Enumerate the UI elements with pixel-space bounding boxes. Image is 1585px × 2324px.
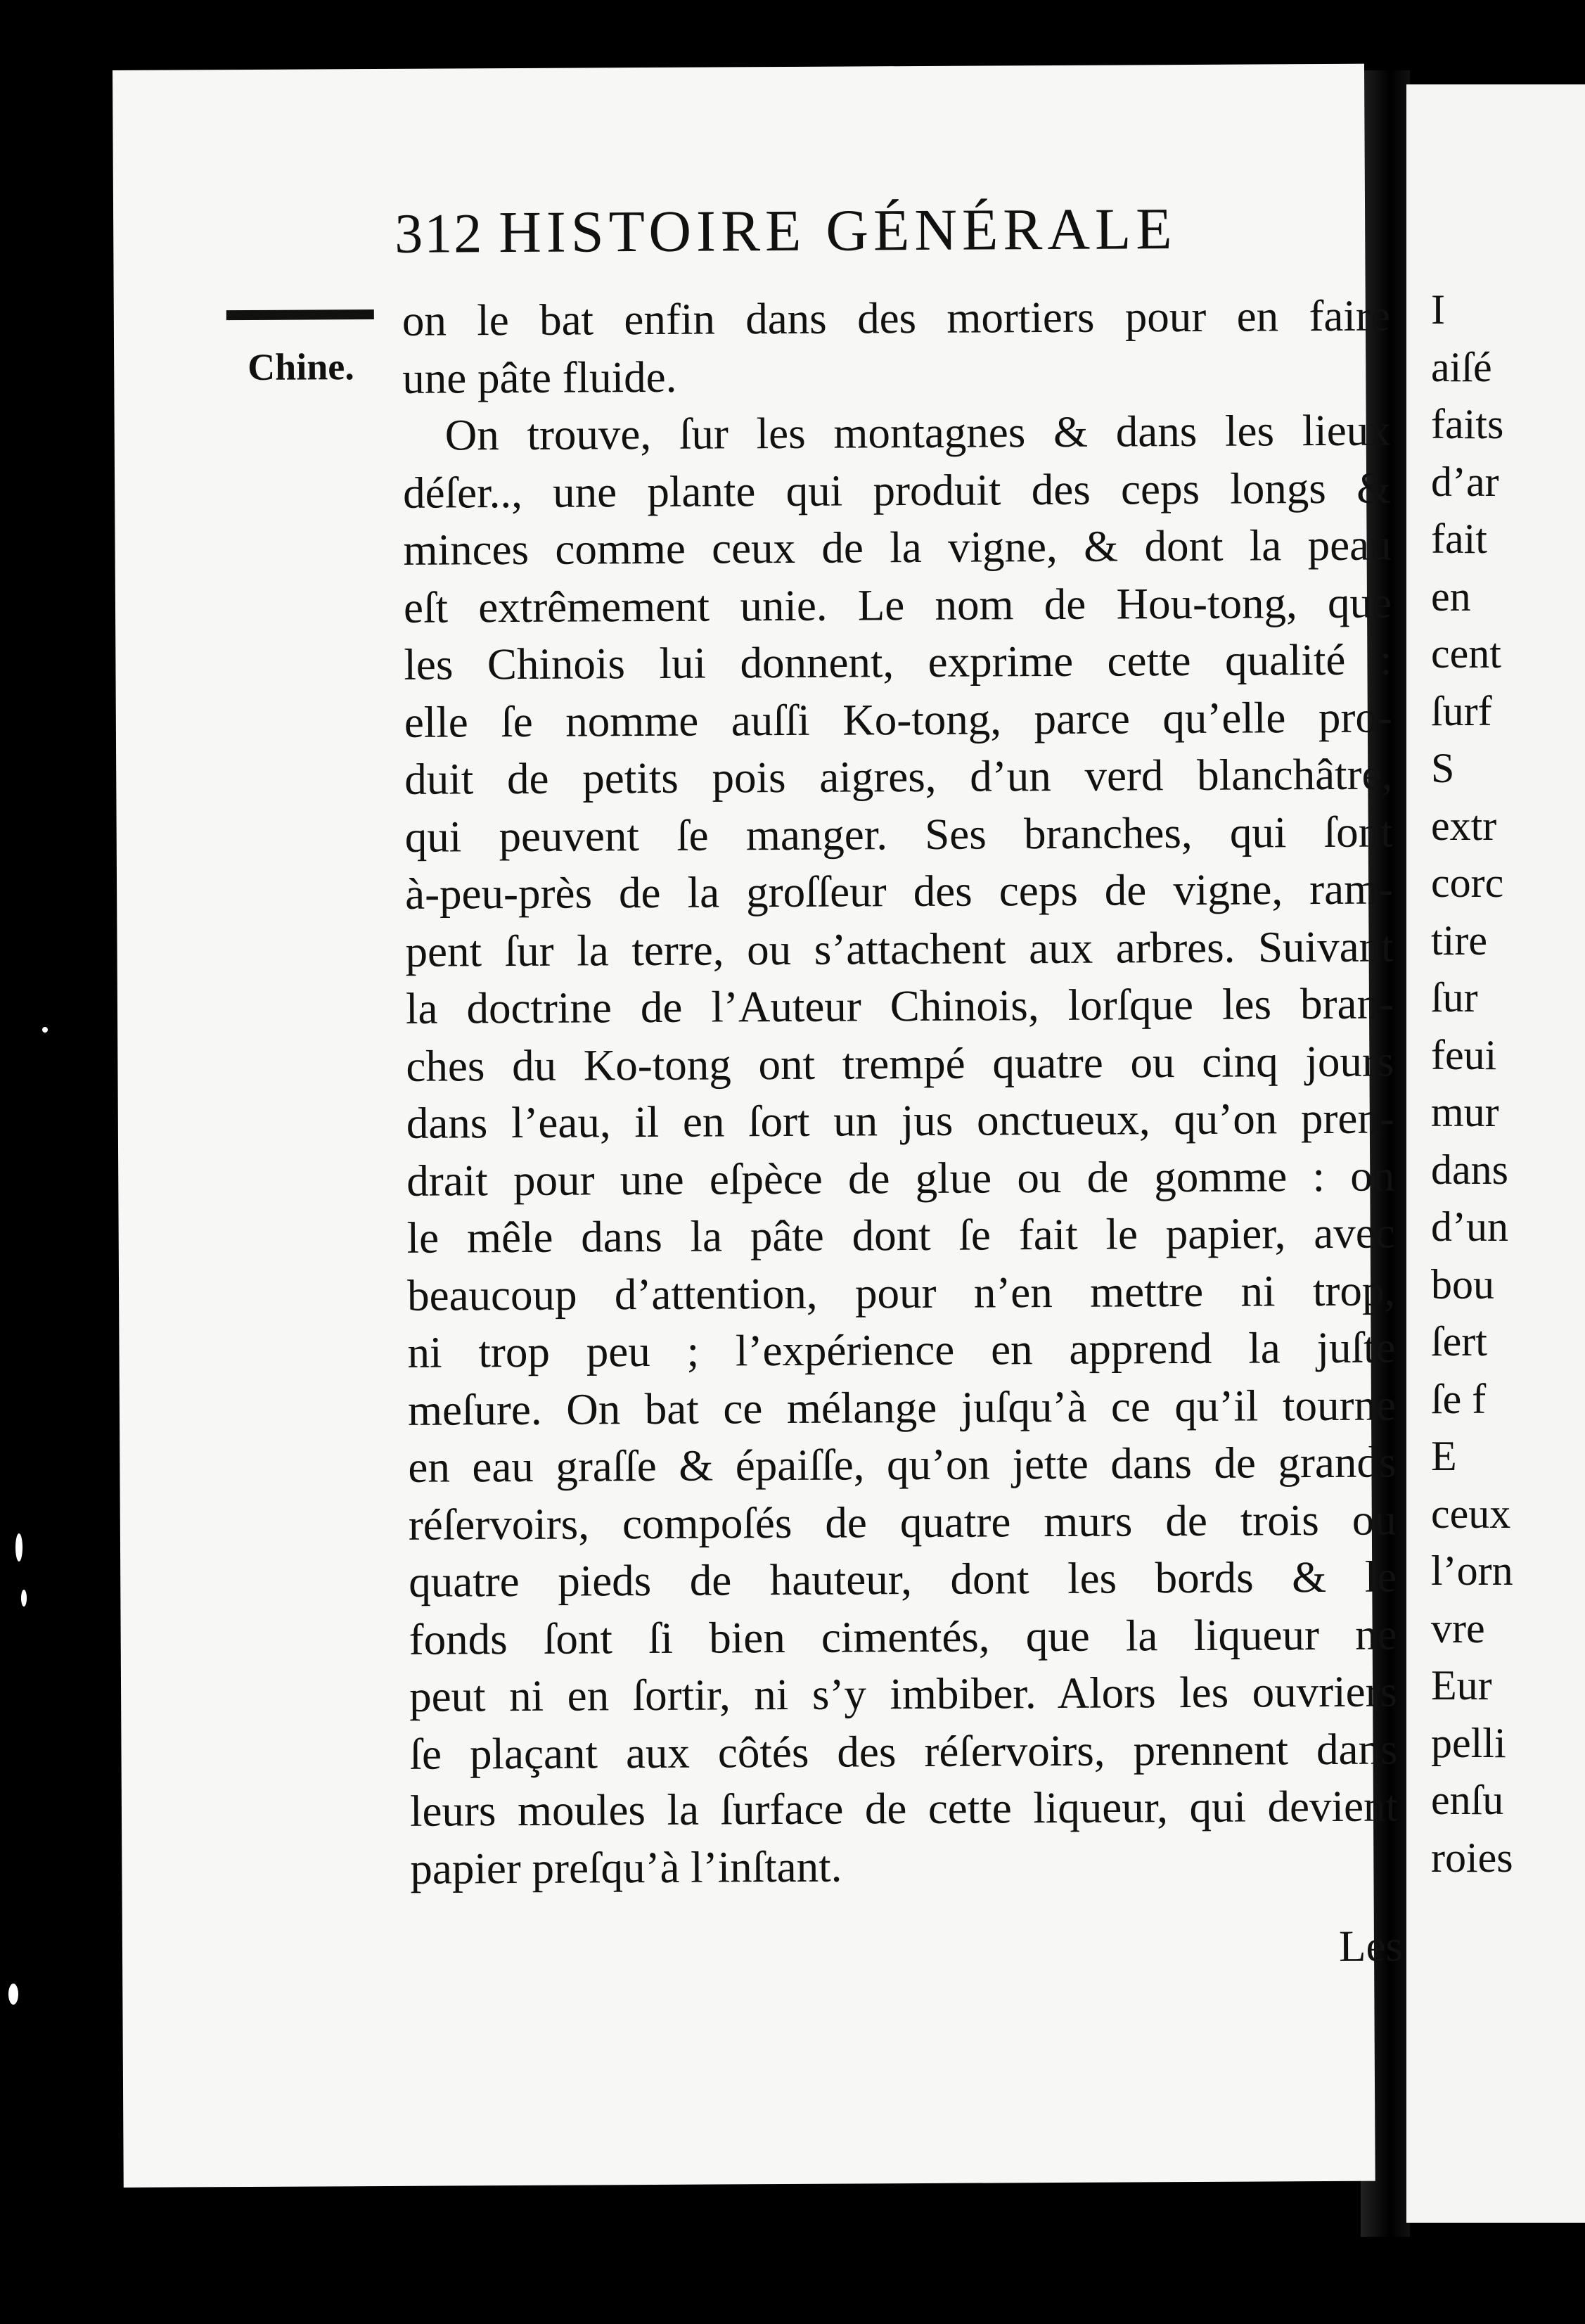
facing-text-fragment: l’orn	[1431, 1547, 1513, 1594]
margin-rule	[226, 309, 374, 320]
text-line: réſervoirs, compoſés de quatre murs de trois ou	[408, 1494, 1397, 1550]
text-line: une pâte fluide.	[402, 352, 677, 403]
facing-text-fragment: E	[1431, 1433, 1457, 1479]
text-line: drait pour une eſpèce de glue ou de gomme : on	[406, 1150, 1395, 1206]
facing-text-fragment: Eur	[1431, 1662, 1492, 1709]
page-number: 312	[394, 203, 484, 265]
facing-text-fragment: d’un	[1431, 1204, 1508, 1250]
facing-text-fragment: feui	[1431, 1031, 1497, 1078]
facing-text-fragment: fait	[1431, 516, 1487, 562]
text-line: les Chinois lui donnent, exprime cette qualité :	[404, 634, 1392, 689]
text-line: eſt extrêmement unie. Le nom de Hou-tong, que	[403, 577, 1392, 632]
text-line: meſure. On bat ce mélange juſqu’à ce qu’il tourne	[407, 1379, 1397, 1435]
facing-text-fragment: corc	[1431, 860, 1504, 906]
facing-text-fragment: aiſé	[1431, 343, 1492, 390]
facing-text-fragment: ſe f	[1431, 1375, 1487, 1422]
text-line: pent ſur la terre, ou s’attachent aux arbres. Suivant	[405, 921, 1394, 976]
text-line: On trouve, ſur les montagnes & dans les lieux	[444, 405, 1391, 460]
facing-text-fragment: mur	[1431, 1089, 1499, 1135]
facing-text-fragment: ſert	[1431, 1318, 1487, 1365]
text-line: minces comme ceux de la vigne, & dont la peau	[403, 520, 1392, 575]
facing-text-fragment: I	[1431, 286, 1445, 333]
text-line: papier preſqu’à l’inſtant.	[410, 1841, 842, 1894]
facing-text-fragment: ſurf	[1431, 687, 1492, 734]
text-line: en eau graſſe & épaiſſe, qu’on jette dans de grands	[408, 1437, 1397, 1492]
text-line: la doctrine de l’Auteur Chinois, lorſque les bran-	[405, 978, 1394, 1033]
facing-text-fragment: ceux	[1431, 1490, 1511, 1537]
running-head	[394, 195, 1177, 267]
text-line: beaucoup d’attention, pour n’en mettre ni trop,	[406, 1265, 1396, 1320]
facing-text-fragment: bou	[1431, 1260, 1494, 1308]
facing-text-fragment: faits	[1431, 401, 1504, 447]
facing-text-fragment: ſur	[1431, 974, 1478, 1021]
text-line: ſe plaçant aux côtés des réſervoirs, prennent dans	[409, 1723, 1398, 1779]
text-line: leurs moules la ſurface de cette liqueur, qui devient	[409, 1781, 1399, 1836]
facing-text-fragment: en	[1431, 573, 1471, 620]
facing-text-fragment: tire	[1431, 917, 1487, 964]
text-line: quatre pieds de hauteur, dont les bords & le	[409, 1552, 1397, 1607]
facing-text-fragment: vre	[1431, 1604, 1485, 1652]
facing-text-fragment: roies	[1431, 1834, 1513, 1881]
text-line: déſer.., une plante qui produit des ceps longs &	[402, 462, 1392, 518]
text-line: on le bat enfin dans des mortiers pour en faire	[402, 290, 1391, 345]
text-line: peut ni en ſortir, ni s’y imbiber. Alors les ouvriers	[409, 1666, 1398, 1721]
text-line: qui peuvent ſe manger. Ses branches, qui ſont	[404, 806, 1393, 862]
facing-text-fragment: cent	[1431, 630, 1501, 677]
catchword: Les	[1338, 1921, 1404, 1971]
facing-page-text	[1431, 281, 1513, 1886]
facing-text-fragment: pelli	[1431, 1719, 1506, 1766]
text-line: elle ſe nomme auſſi Ko-tong, parce qu’elle pro-	[404, 691, 1393, 747]
body-text	[402, 287, 1399, 1897]
facing-text-fragment: extr	[1431, 802, 1497, 849]
text-line: dans l’eau, il en ſort un jus onctueux, qu’on pren-	[406, 1093, 1395, 1148]
running-head-title: HISTOIRE GÉNÉRALE	[498, 196, 1177, 266]
marginal-note: Chine.	[248, 345, 354, 388]
text-line: ches du Ko-tong ont trempé quatre ou cinq jours	[406, 1035, 1394, 1091]
book-page	[113, 64, 1404, 2188]
text-line: ni trop peu ; l’expérience en apprend la juſte	[407, 1322, 1396, 1377]
text-line: le mêle dans la pâte dont ſe fait le papier, avec	[406, 1208, 1395, 1263]
text-line: duit de petits pois aigres, d’un verd blanchâtre,	[404, 749, 1393, 804]
facing-text-fragment: d’ar	[1431, 458, 1499, 505]
facing-text-fragment: enſu	[1431, 1777, 1504, 1823]
text-line: fonds ſont ſi bien cimentés, que la liqueur ne	[409, 1609, 1397, 1664]
facing-text-fragment: S	[1431, 745, 1455, 791]
facing-text-fragment: dans	[1431, 1146, 1508, 1193]
text-line: à-peu-près de la groſſeur des ceps de vigne, ram-	[404, 864, 1394, 919]
